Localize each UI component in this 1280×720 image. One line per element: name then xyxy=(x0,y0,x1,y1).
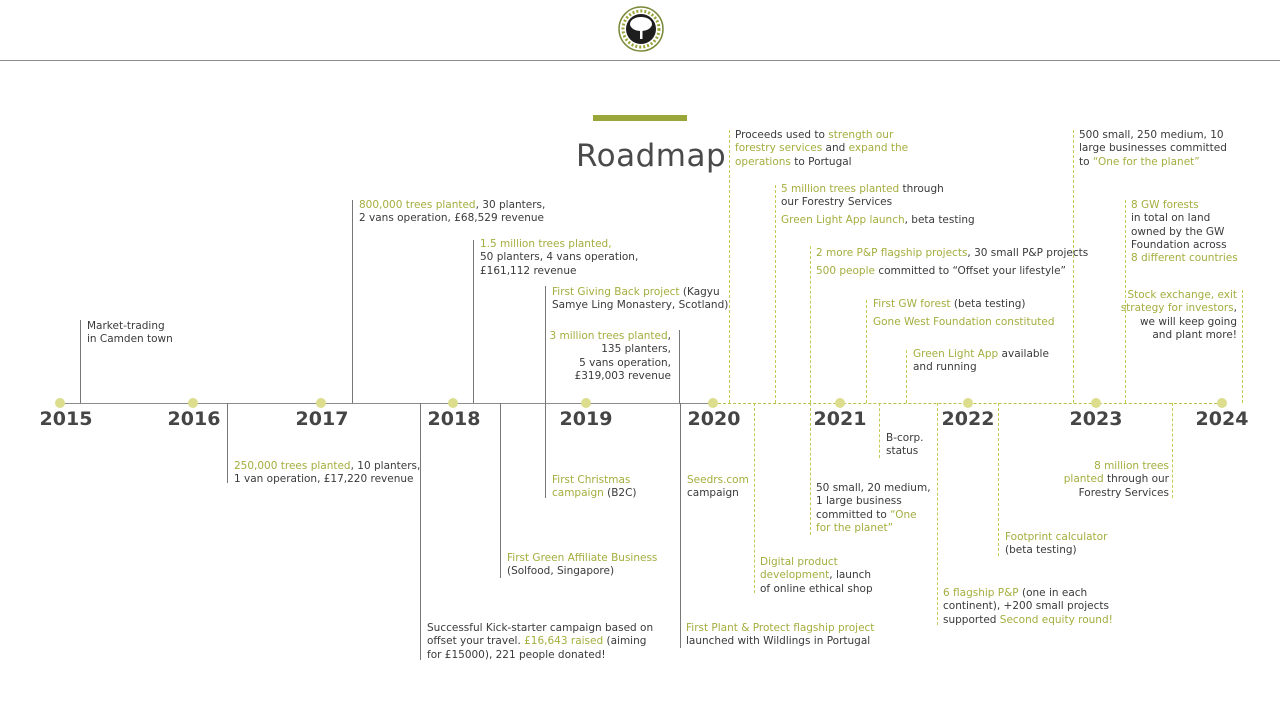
event-2024-8m-trees: 8 million trees planted through our Forestry Services xyxy=(1063,460,1169,499)
year-label-2017: 2017 xyxy=(295,408,349,430)
connector-line xyxy=(420,403,421,660)
year-label-2021: 2021 xyxy=(813,408,867,430)
year-label-2018: 2018 xyxy=(427,408,481,430)
connector-line xyxy=(679,330,680,403)
dashed-connector xyxy=(879,403,880,458)
year-dot xyxy=(1091,398,1101,408)
dashed-connector xyxy=(998,403,999,556)
event-2023-gw-forests: 8 GW forests in total on land owned by the GW Foundation across 8 different countries xyxy=(1131,199,1238,265)
year-dot xyxy=(448,398,458,408)
event-2020-digital-product: Digital product development, launch of online ethical shop xyxy=(760,556,873,595)
year-label-2016: 2016 xyxy=(167,408,221,430)
event-2021-app-available: Green Light App available and running xyxy=(913,348,1049,374)
year-dot xyxy=(55,398,65,408)
title-accent-bar xyxy=(593,115,687,121)
connector-line xyxy=(80,320,81,403)
connector-line xyxy=(227,403,228,483)
event-2015-market-trading: Market-trading in Camden town xyxy=(87,320,173,346)
tree-logo-icon xyxy=(617,5,665,53)
event-2021-first-forest: First GW forest (beta testing) xyxy=(873,298,1026,310)
year-label-2020: 2020 xyxy=(687,408,741,430)
dashed-connector xyxy=(1242,290,1243,403)
dashed-connector xyxy=(810,403,811,535)
year-label-2023: 2023 xyxy=(1069,408,1123,430)
dashed-connector xyxy=(1073,130,1074,403)
event-2021-bcorp: B-corp. status xyxy=(886,432,924,458)
event-2021-500-people: 500 people committed to “Offset your lifestyle” xyxy=(816,265,1066,277)
event-2021-businesses: 50 small, 20 medium, 1 large business committed to “One for the planet” xyxy=(816,482,931,534)
year-dot xyxy=(188,398,198,408)
connector-line xyxy=(500,403,501,578)
event-2021-flagship: 2 more P&P flagship projects, 30 small P&P projects xyxy=(816,247,1089,259)
event-2017-trees: 800,000 trees planted, 30 planters, 2 vans operation, £68,529 revenue xyxy=(359,199,546,225)
dashed-connector xyxy=(937,403,938,625)
event-2020-green-light: Green Light App launch, beta testing xyxy=(781,214,975,226)
event-2016-trees: 250,000 trees planted, 10 planters, 1 van operation, £17,220 revenue xyxy=(234,460,421,486)
year-dot xyxy=(1217,398,1227,408)
dashed-connector xyxy=(754,403,755,593)
event-2020-seedrs: Seedrs.com campaign xyxy=(687,474,749,500)
event-2022-footprint: Footprint calculator (beta testing) xyxy=(1005,531,1108,557)
connector-line xyxy=(545,403,546,498)
event-2021-foundation: Gone West Foundation constituted xyxy=(873,316,1055,328)
dashed-connector xyxy=(775,185,776,403)
event-2022-flagship: 6 flagship P&P (one in each continent), +200 small projects supported Second equity round! xyxy=(943,587,1113,626)
year-dot xyxy=(835,398,845,408)
connector-line xyxy=(680,403,681,648)
dashed-connector xyxy=(729,130,730,403)
event-2023-stock-exchange: Stock exchange, exit strategy for investors, we will keep going and plant more! xyxy=(1120,289,1237,341)
year-dot xyxy=(708,398,718,408)
event-2018-affiliate: First Green Affiliate Business (Solfood, Singapore) xyxy=(507,552,658,578)
year-dot xyxy=(963,398,973,408)
year-label-2015: 2015 xyxy=(39,408,93,430)
timeline-axis-solid xyxy=(60,403,713,404)
event-2019-giving-back: First Giving Back project (Kagyu Samye Ling Monastery, Scotland) xyxy=(552,286,729,312)
year-label-2022: 2022 xyxy=(941,408,995,430)
event-2019-christmas: First Christmas campaign (B2C) xyxy=(552,474,637,500)
year-label-2019: 2019 xyxy=(559,408,613,430)
year-label-2024: 2024 xyxy=(1195,408,1249,430)
event-2018-kickstarter: Successful Kick-starter campaign based on offset your travel. £16,643 raised (aiming for £15000), 221 people donated! xyxy=(427,622,654,661)
event-2018-trees: 1.5 million trees planted, 50 planters, 4 vans operation, £161,112 revenue xyxy=(480,238,639,277)
dashed-connector xyxy=(866,300,867,403)
dashed-connector xyxy=(906,350,907,403)
event-2020-plant-protect: First Plant & Protect flagship project launched with Wildlings in Portugal xyxy=(686,622,875,648)
event-2023-businesses: 500 small, 250 medium, 10 large businesses committed to “One for the planet” xyxy=(1079,129,1227,168)
year-dot xyxy=(316,398,326,408)
event-2020-proceeds: Proceeds used to strength our forestry services and expand the operations to Portugal xyxy=(735,129,909,168)
connector-line xyxy=(352,200,353,403)
connector-line xyxy=(473,240,474,403)
year-dot xyxy=(581,398,591,408)
dashed-connector xyxy=(810,246,811,403)
event-2020-5m-trees: 5 million trees planted through our Forestry Services xyxy=(781,183,944,209)
page-title: Roadmap xyxy=(576,138,727,174)
event-2019-trees: 3 million trees planted, 135 planters, 5 vans operation, £319,003 revenue xyxy=(549,330,671,382)
dashed-connector xyxy=(1172,403,1173,498)
